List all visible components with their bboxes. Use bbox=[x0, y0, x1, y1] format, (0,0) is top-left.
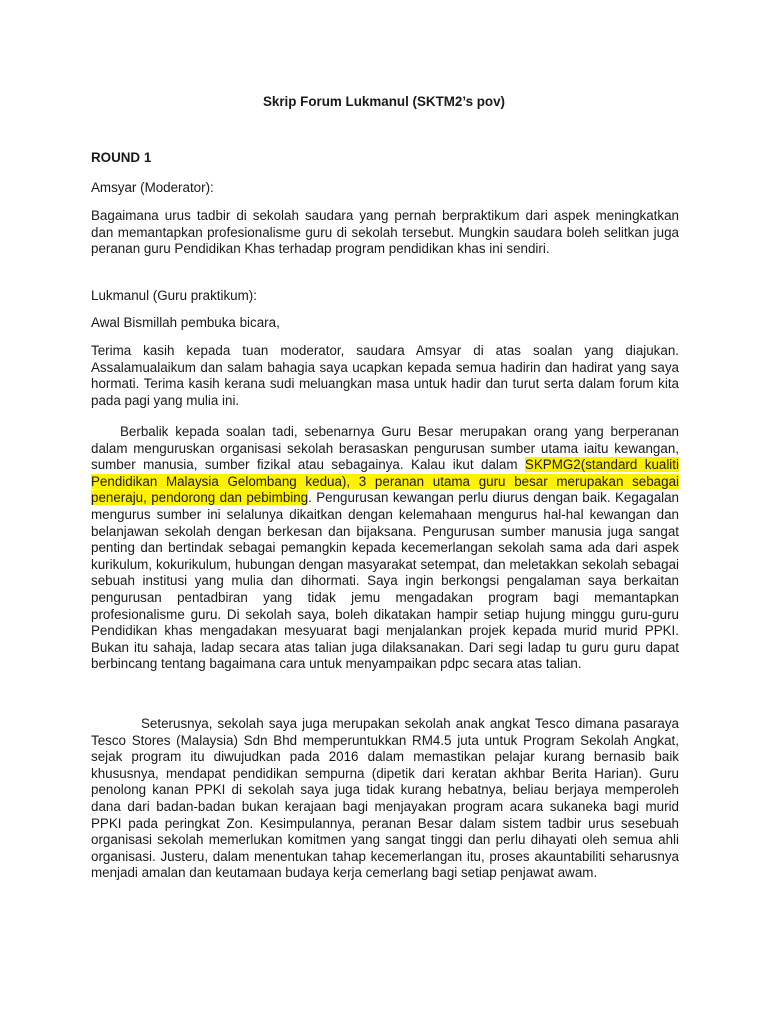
opening-line: Awal Bismillah pembuka bicara, bbox=[91, 315, 280, 330]
round-heading: ROUND 1 bbox=[91, 150, 152, 165]
body-paragraph-2: Seterusnya, sekolah saya juga merupakan sekolah anak angkat Tesco dimana pasaraya Tesco Stores (Malaysia) Sdn Bhd memperuntukkan RM4.5 juta untuk Program Sekolah Angkat, sejak program itu diwujudkan pada 2016 dalam memastikan pelajar kurang bernasib baik khususnya, mendapat pendidikan sempurna (dipetik dari keratan akhbar Berita Harian). Guru penolong kanan PPKI di sekolah saya juga tidak kurang hebatnya, beliau berjaya memperoleh dana dari badan-badan bukan kerajaan bagi menjayakan program acara sukaneka bagi murid PPKI pada peringkat Zon. Kesimpulannya, peranan Besar dalam sistem tadbir urus sesebuah organisasi sekolah memerlukan komitmen yang sangat tinggi dan perlu dihayati oleh semua ahli organisasi. Justeru, dalam menentukan tahap kecemerlangan itu, proses akauntabiliti seharusnya menjadi amalan dan keutamaan budaya kerja cemerlang bagi setiap penjawat awam. bbox=[91, 716, 679, 881]
moderator-question: Bagaimana urus tadbir di sekolah saudara yang pernah berpraktikum dari aspek meningkatkan dan memantapkan profesionalisme guru di sekolah tersebut. Mungkin saudara boleh selitkan juga peranan guru Pendidikan Khas terhadap program pendidikan khas ini sendiri. bbox=[91, 208, 679, 257]
greeting-paragraph: Terima kasih kepada tuan moderator, saudara Amsyar di atas soalan yang diajukan. Assalamualaikum dan salam bahagia saya ucapkan kepada semua hadirin dan hadirat yang saya hormati. Terima kasih kerana sudi meluangkan masa untuk hadir dan turut serta dalam forum kita pada pagi yang mulia ini. bbox=[91, 343, 679, 408]
paragraph-1-text-before: Berbalik kepada soalan tadi, sebenarnya Guru Besar merupakan orang yang berperanan dalam menguruskan organisasi sekolah berasaskan pengurusan sumber utama iaitu kewangan, sumber manusia, sumber fizikal atau sebagainya. Kalau ikut dalam bbox=[91, 424, 679, 473]
paragraph-1-text-after: . Pengurusan kewangan perlu diurus dengan baik. Kegagalan mengurus sumber ini selalunya dikaitkan dengan kelemahaan mengurus hal-hal kewangan dan belanjawan sekolah dengan berkesan dan bijaksana. Pengurusan sumber manusia juga sangat penting dan bertindak sebagai pemangkin kepada kecemerlangan sekolah sama ada dari aspek kurikulum, kokurikulum, hubungan dengan masyarakat setempat, dan meletakkan sekolah sebagai sebuah institusi yang mulia dan dihormati. Saya ingin berkongsi pengalaman saya berkaitan pengurusan pentadbiran yang tidak jemu mengadakan program bagi memantapkan profesionalisme guru. Di sekolah saya, boleh dikatakan hampir setiap hujung minggu guru-guru Pendidikan khas mengadakan mesyuarat bagi menjalankan projek kepada murid murid PPKI. Bukan itu sahaja, ladap secara atas talian juga dilaksanakan. Dari segi ladap tu guru guru dapat berbincang tentang bagaimana cara untuk menyampaikan pdpc secara atas talian. bbox=[91, 490, 680, 672]
body-paragraph-1 bbox=[91, 424, 679, 673]
speaker-label: Lukmanul (Guru praktikum): bbox=[91, 288, 257, 303]
highlighted-text: SKPMG2(standard kualiti Pendidikan Malaysia Gelombang kedua), 3 peranan utama guru besar merupakan sebagai peneraju, pendorong dan pebimbing bbox=[91, 457, 679, 506]
moderator-label: Amsyar (Moderator): bbox=[91, 180, 214, 195]
document-title: Skrip Forum Lukmanul (SKTM2’s pov) bbox=[262, 94, 506, 109]
